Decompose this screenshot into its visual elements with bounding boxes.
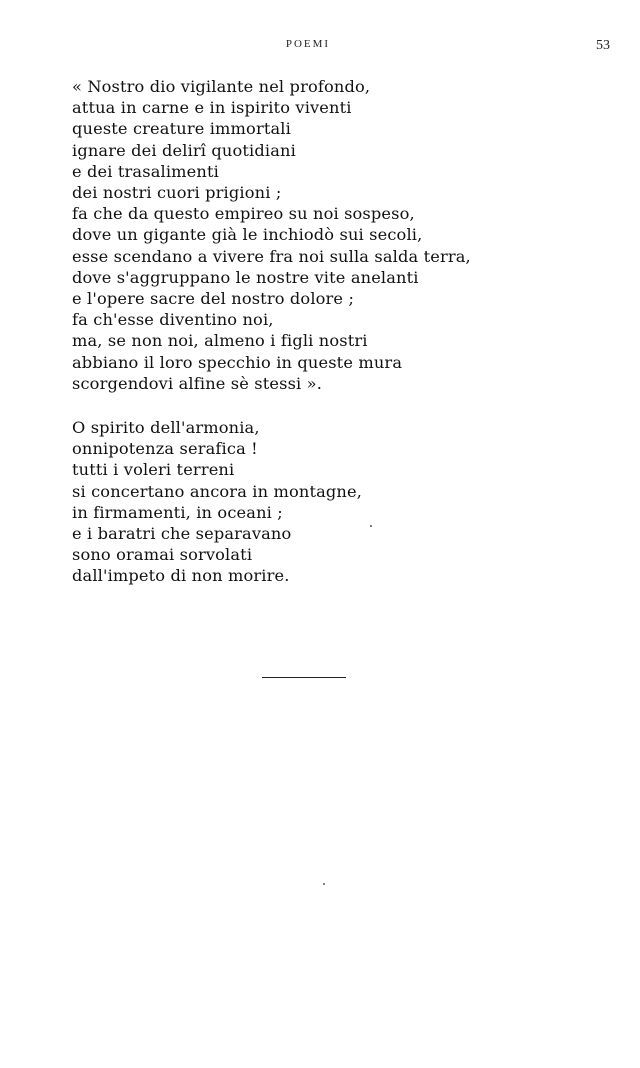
poem-line: attua in carne e in ispirito viventi xyxy=(72,98,352,118)
poem-line: ignare dei delirî quotidiani xyxy=(72,140,296,160)
poem-line: si concertano ancora in montagne, xyxy=(72,481,363,501)
poem-line: onnipotenza serafica ! xyxy=(72,439,258,459)
poem-line: e l'opere sacre del nostro dolore ; xyxy=(72,289,355,309)
stanza-1 xyxy=(72,76,592,394)
poem-line: scorgendovi alfine sè stessi ». xyxy=(72,373,323,393)
poem-line: sono oramai sorvolati xyxy=(72,545,253,565)
poem-line: O spirito dell'armonia, xyxy=(72,418,260,438)
print-speck xyxy=(370,525,372,527)
poem-line: dove un gigante già le inchiodò sui secoli, xyxy=(72,225,423,245)
poem-line: abbiano il loro specchio in queste mura xyxy=(72,352,403,372)
poem-line: « Nostro dio vigilante nel profondo, xyxy=(72,77,371,96)
poem-line: fa ch'esse diventino noi, xyxy=(72,310,274,330)
poem-line: dove s'aggruppano le nostre vite anelanti xyxy=(72,267,419,287)
print-speck xyxy=(323,883,325,885)
section-end-rule xyxy=(262,677,346,678)
poem-line: fa che da questo empireo su noi sospeso, xyxy=(72,204,415,224)
poem-line: in firmamenti, in oceani ; xyxy=(72,502,283,522)
poem-line: queste creature immortali xyxy=(72,119,291,139)
poem-line: ma, se non noi, almeno i figli nostri xyxy=(72,331,368,351)
poem-line: e i baratri che separavano xyxy=(72,524,292,544)
stanza-2 xyxy=(72,417,592,587)
poem-line: dall'impeto di non morire. xyxy=(72,566,290,586)
poem-line: tutti i voleri terreni xyxy=(72,460,235,480)
poem-line: dei nostri cuori prigioni ; xyxy=(72,183,282,203)
poem-line: esse scendano a vivere fra noi sulla salda terra, xyxy=(72,246,471,266)
page-number: 53 xyxy=(596,38,610,53)
poem-body xyxy=(72,76,592,610)
poem-line: e dei trasalimenti xyxy=(72,161,219,181)
running-header: POEMI xyxy=(285,38,331,50)
